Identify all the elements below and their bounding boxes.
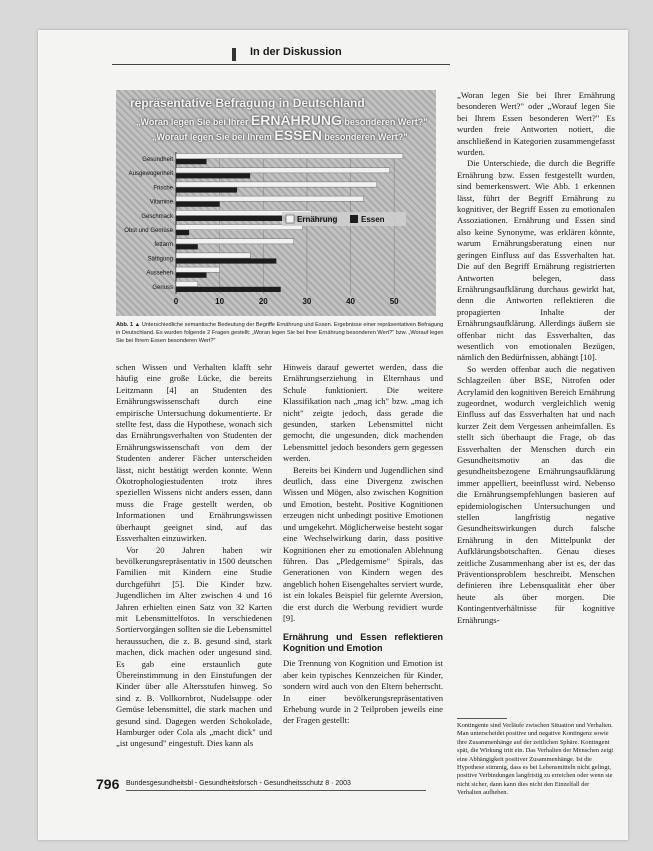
category-label: Gesundheit bbox=[142, 157, 173, 163]
category-label: Ausgewogenheit bbox=[128, 171, 173, 178]
bar-essen bbox=[176, 173, 250, 178]
legend-label-essen: Essen bbox=[361, 215, 385, 224]
bar-ernaehrung bbox=[176, 281, 198, 286]
bar-essen bbox=[176, 258, 276, 263]
footnote: Kontingente sind Verläufe zwischen Situation und Verhalten. Man unterscheidet positive und negative Kontingenz sowie ihre Zusammenhänge auf der zeitlichen Sphäre. Kontingent spät, die Wirkung tritt ein. Das Verhalten der Menschen zeigt eine Abhängigkeit positiver Zusammenhänge. Ist die Hypothese stimmig, dass es bei Lebensmitteln nicht gelingt, positive Verbindungen langfristig zu erreichen oder wenn sie nicht sicher, dann kann dies nicht den Einzelfall der Verhalten aufheben. bbox=[457, 722, 614, 797]
caption-label: Abb. 1 ▲ bbox=[116, 322, 141, 328]
paragraph: So werden offenbar auch die negativen Schlagzeilen über BSE, Nitrofen oder Acrylamid den kognitiven Bereich Ernährung zugeordnet, wodurch vergleichlich wenig Einfluss auf das Essverhalten hat und nach kurzer Zeit dem Vergessen anheimfallen. Es stellt sich überhaupt die Frage, ob das Essverhalten der Menschen durch ein Gesundheitsmotiv an das die gesundheitsbezogene Ernährungsaufklärung immer appelliert, beeinflusst wird. Nebenso die Ernährungsempfehlungen basieren auf epidemiologischen Untersuchungen und stellen langfristig negative Gesundheitswirkungen durch falsche Ernährung in den Mittelpunkt der Aufklärungsbotschaften. Genau dieses zeitliche Zusammenhang aber ist es, der das Präventionsproblem beschreibt. Menschen definieren ihre Lebensqualität eher über heute als über morgen. Die Kontingentverhältnisse für kognitive Ernährungs- bbox=[457, 363, 615, 625]
bar-ernaehrung bbox=[176, 196, 364, 201]
question-1-pre: „Woran legen Sie bei Ihrer bbox=[136, 117, 249, 127]
paragraph: Bereits bei Kindern und Jugendlichen sind deutlich, dass eine Divergenz zwischen Wissen und Mögen, also zwischen Kognition und Emotion, besteht. Positive Kognitionen erzeugen nicht unbedingt positive Emotionen und umgekehrt. Möglicherweise besteht sogar eine Wechselwirkung darin, dass positive Kognitionen eher zu emotionalen Ablehnung führen. Das „Pledgemisme" Spirals, das Generationen von Kindern wegen des angeblich hohen Eisengehaltes serviert wurde, ist ein lokales Beispiel für gelernte Aversion, die erst durch die Werbung revidiert wurde [9]. bbox=[283, 464, 443, 623]
figure-question-1 bbox=[136, 112, 428, 128]
section-title: In der Diskussion bbox=[250, 46, 342, 58]
header-rule bbox=[112, 64, 450, 65]
bar-essen bbox=[176, 187, 237, 192]
paragraph: „Woran legen Sie bei Ihrer Ernährung besonderen Wert?" oder „Worauf legen Sie bei Ihrem Essen besonderen Wert?" Es wurden freie Antworten notiert, die anschließend in Kategorien zusammengefasst wurden. bbox=[457, 90, 615, 158]
paragraph: Die Unterschiede, die durch die Begriffe Ernährung bzw. Essen festgestellt wurden, sind bemerkenswert. Wie Abb. 1 erkennen lässt, führt der Begriff Ernährung zu kognitiver, der Begriff Essen zu emotionalen Assoziationen. Ernährung und Essen sind also keine Synonyme, was erklären könnte, warum Ernährungsberatung einen nur geringen Einfluss auf das Essverhalten hat. Die auf den Begriff Ernährung registrierten Antworten belegen, dass Ernährungsaufklärung durchaus gewirkt hat, denn die Antworten reflektieren die propagierten Inhalte der Ernährungsaufklärung. Allerdings äußern sie offenbar nicht das Essverhalten, das wesentlich von emotionalen Bezügen, nämlich den Bedürfnissen, abhängt [10]. bbox=[457, 158, 615, 363]
bar-ernaehrung bbox=[176, 182, 377, 187]
figure-question-2 bbox=[152, 127, 408, 143]
x-tick-label: 50 bbox=[389, 297, 399, 306]
question-2-key: ESSEN bbox=[274, 127, 322, 143]
bar-ernaehrung bbox=[176, 154, 403, 159]
journal-source: Bundesgesundheitsbl - Gesundheitsforsch - Gesundheitsschutz 8 · 2003 bbox=[126, 780, 351, 787]
text-column-1 bbox=[116, 362, 272, 750]
bar-ernaehrung bbox=[176, 168, 390, 173]
caption-text: Unterschiedliche semantische Bedeutung der Begriffe Ernährung und Essen. Ergebnisse einer repräsentativen Befragung in Deutschland. Es wurden folgende 2 Fragen gestellt: „Woran legen Sie bei Ihrer Ernährung besonderen Wert?" bzw. „Worauf legen Sie bei Ihrem Essen besonderen Wert?" bbox=[116, 322, 444, 344]
question-2-pre: „Worauf legen Sie bei Ihrem bbox=[152, 132, 272, 142]
bar-ernaehrung bbox=[176, 239, 294, 244]
footer-rule bbox=[126, 790, 426, 791]
category-label: Geschmack bbox=[141, 213, 173, 220]
bar-essen bbox=[176, 287, 281, 292]
section-heading: Ernährung und Essen reflektieren Kognition und Emotion bbox=[283, 632, 443, 654]
question-1-post: besonderen Wert?" bbox=[344, 117, 428, 127]
paragraph: Vor 20 Jahren haben wir bevölkerungsrepräsentativ in 1500 deutschen Familien mit Kindern eine Studie durchgeführt [5]. Die Kinder bzw. Jugendlichen im Alter zwischen 4 und 16 Jahren erhielten einen Satz von 32 Karten mit Lebensmittelfotos. In verschiedenen Sortiervorgängen sollten sie die Lebensmittel heraussuchen, die z. B. gesund sind, stark machen, dick machen oder ungesund sind. Es gab eine erstaunlich gute Übereinstimmung in den Einstufungen der Kinder über alle Altersstufen hinweg. So sind z. B. Vollkornbrot, Nudelsuppe oder Gemüse lebensmittel, die stark machen und gesund sind. Dagegen werden Schokolade, Hamburger oder Cola als „macht dick" und „ist ungesund" eingestuft. Dies kann als bbox=[116, 544, 272, 749]
header-marker bbox=[232, 48, 236, 61]
x-tick-label: 0 bbox=[173, 297, 179, 306]
bar-essen bbox=[176, 273, 207, 278]
bar-chart bbox=[116, 150, 436, 316]
category-label: Vitamine bbox=[149, 199, 173, 206]
category-label: Obst und Gemüse bbox=[124, 228, 173, 234]
footnote-rule bbox=[457, 718, 507, 719]
page-number: 796 bbox=[96, 776, 120, 792]
category-label: Aussehen bbox=[146, 270, 173, 277]
paragraph: schen Wissen und Verhalten klafft sehr häufig eine große Lücke, die bereits Leitzmann [4] an Studenten des Ernährungswissenschaft durch eine empirische Untersuchung dokumentierte. Er stellte fest, dass die Hypothese, wonach sich das Ernährungsverhalten von Studenten der Ernährungswissenschaft von dem der Studenten anderer Fächer unterscheiden lässt, nicht bestätigt werden konnte. Wenn Ökotrophologiestudenten trotz ihres speziellen Wissens nicht anders essen, dann muss die Frage gestellt werden, ob Informationen und Ernährungswissen überhaupt geeignet sind, auf das Essverhalten einzuwirken. bbox=[116, 362, 272, 544]
bar-essen bbox=[176, 202, 220, 207]
category-label: Frische bbox=[153, 185, 173, 192]
legend-swatch-ernaehrung bbox=[286, 215, 294, 223]
bar-ernaehrung bbox=[176, 267, 220, 272]
legend-swatch-essen bbox=[350, 215, 358, 223]
section-header bbox=[232, 46, 452, 62]
text-column-3 bbox=[457, 90, 615, 626]
text-column-2 bbox=[283, 362, 443, 727]
bar-ernaehrung bbox=[176, 253, 250, 258]
x-tick-label: 10 bbox=[215, 297, 225, 306]
question-2-post: besonderen Wert?" bbox=[324, 132, 408, 142]
question-1-key: ERNÄHRUNG bbox=[250, 112, 342, 128]
paragraph: Die Trennung von Kognition und Emotion ist aber kein typisches Kennzeichen für Kinder, sondern wird auch von den Eltern beherrscht. In einer bevölkerungsrepräsentativen Erhebung wurde in 2 Teilproben jeweils eine der Fragen gestellt: bbox=[283, 658, 443, 726]
category-label: Sättigung bbox=[147, 256, 173, 263]
category-label: Genuss bbox=[152, 284, 173, 291]
bar-essen bbox=[176, 230, 189, 235]
figure-title: repräsentative Befragung in Deutschland bbox=[130, 96, 365, 110]
figure-caption bbox=[116, 321, 446, 345]
bar-essen bbox=[176, 159, 207, 164]
x-tick-label: 30 bbox=[302, 297, 312, 306]
legend-label-ernaehrung: Ernährung bbox=[297, 215, 338, 224]
x-tick-label: 20 bbox=[258, 297, 268, 306]
bar-essen bbox=[176, 244, 198, 249]
category-label: fettarm bbox=[154, 242, 173, 249]
page-footer bbox=[96, 778, 616, 792]
x-tick-label: 40 bbox=[346, 297, 355, 306]
figure-1 bbox=[116, 90, 436, 316]
paragraph: Hinweis darauf gewertet werden, dass die Ernährungserziehung in Elternhaus und Schule funktioniert. Die weitere Klassifikation nach „mag ich" bzw. „mag ich nicht" zeigte jedoch, dass gerade die gesunden, starken Lebensmittel nicht gemocht, die ungesunden, dick machenden Lebensmittel jedoch besonders gern gegessen werden. bbox=[283, 362, 443, 464]
